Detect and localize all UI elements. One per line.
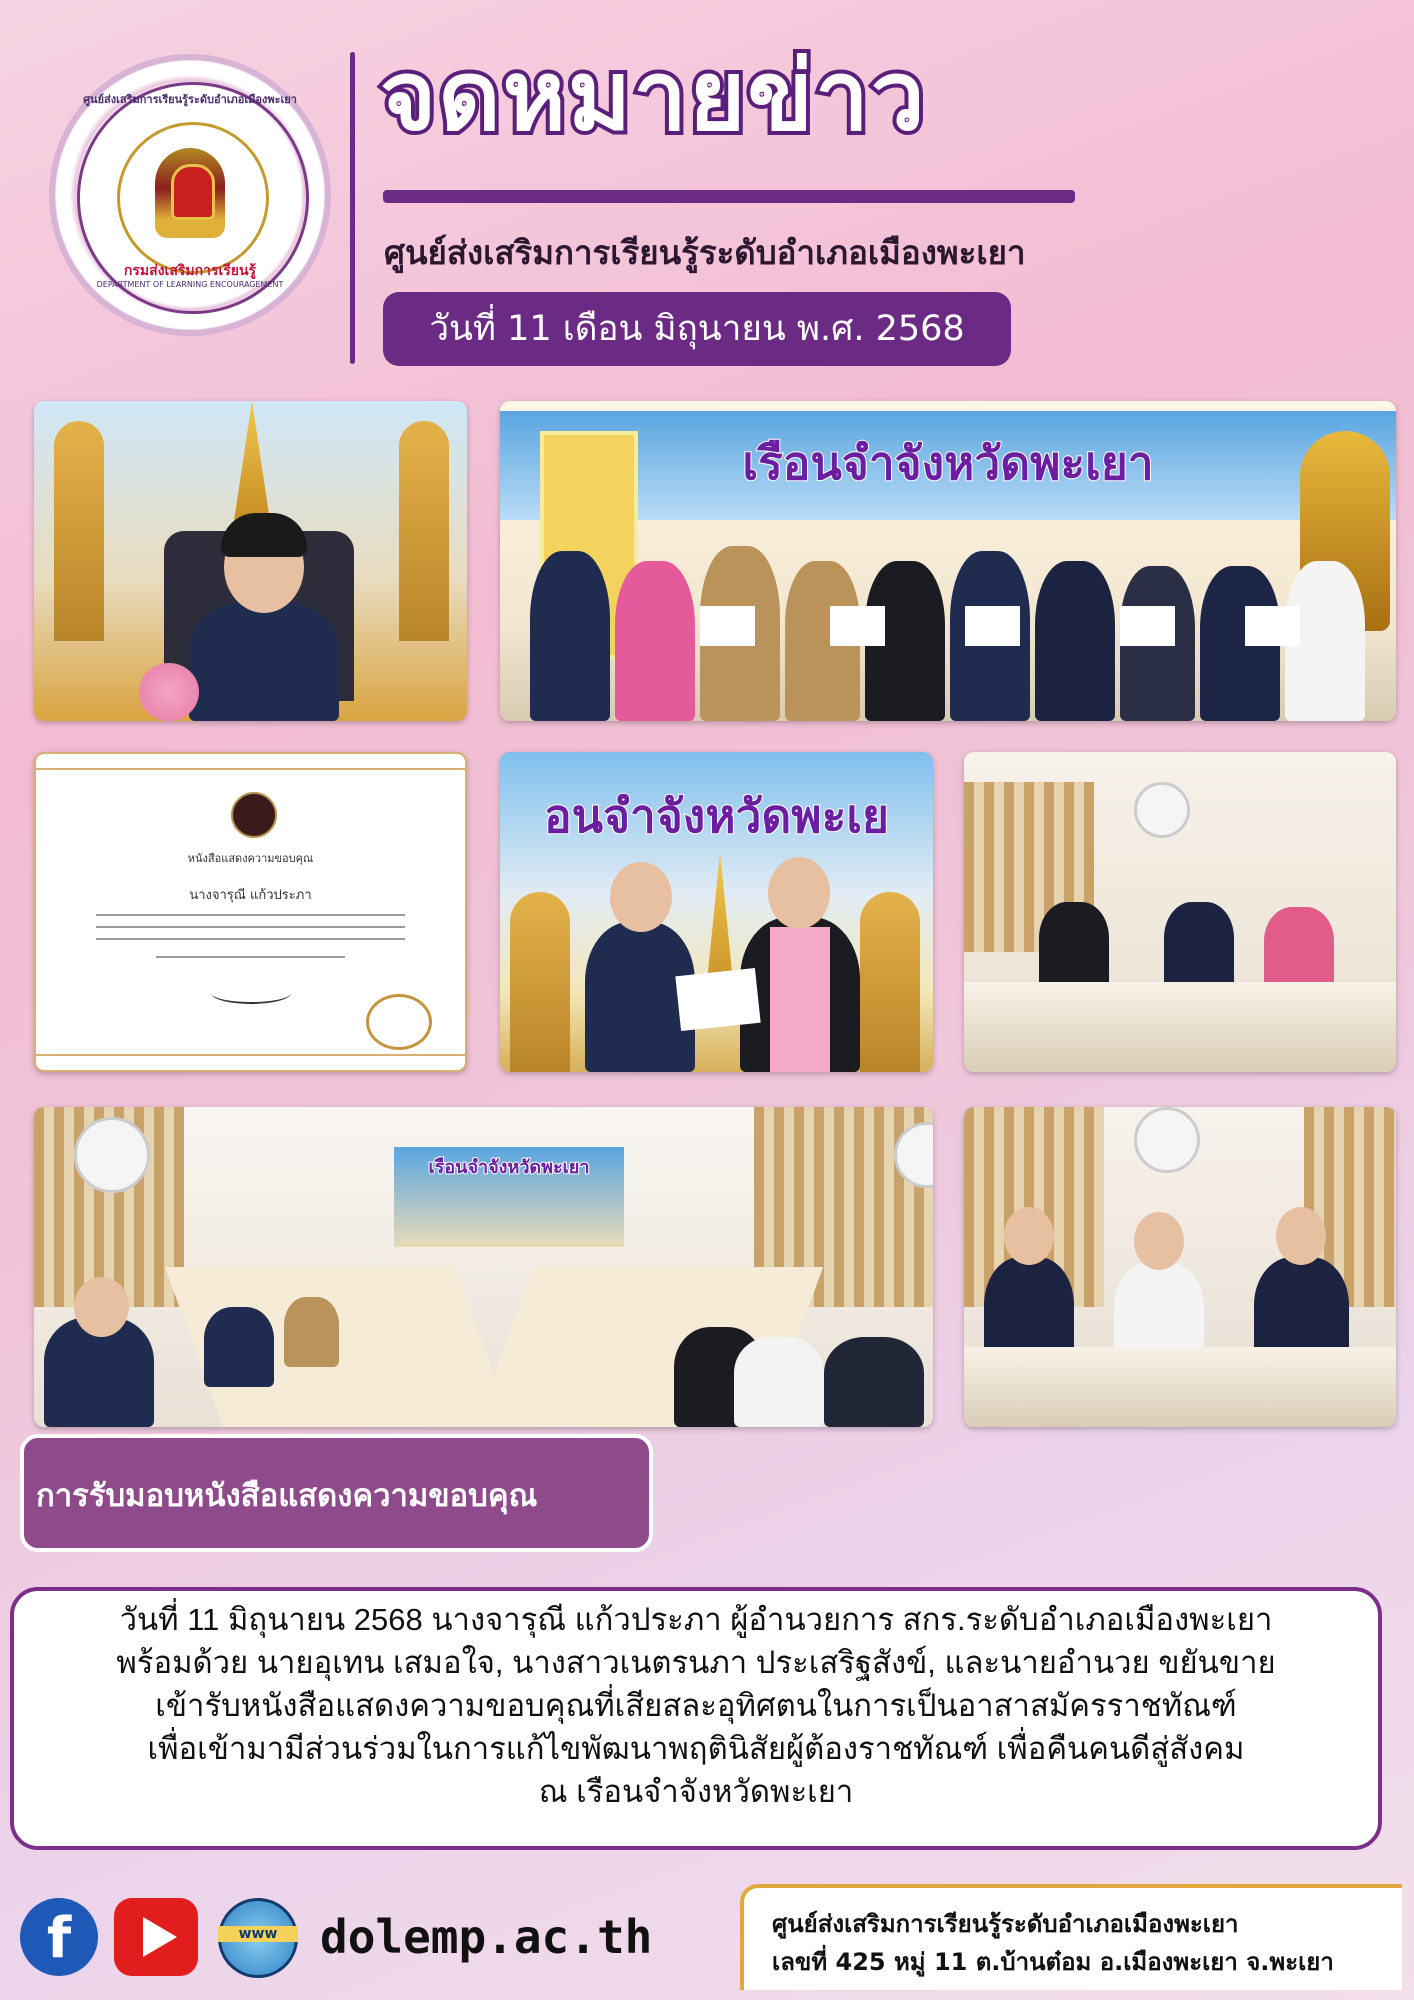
photo-speaker <box>34 401 467 721</box>
participant-right-2 <box>734 1337 824 1427</box>
photo-group-ceremony <box>500 401 1396 721</box>
photo-certificate <box>34 752 467 1072</box>
organization-name: ศูนย์ส่งเสริมการเรียนรู้ระดับอำเภอเมืองพะเยา <box>384 233 1026 272</box>
logo-arc-text-top: ศูนย์ส่งเสริมการเรียนรู้ระดับอำเภอเมืองพะเยา <box>83 93 297 106</box>
naga-statue-left <box>54 421 104 641</box>
certificate-recipient: นางจารุณี แก้วประภา <box>189 888 312 903</box>
section-heading: การรับมอบหนังสือแสดงความขอบคุณ <box>36 1478 538 1514</box>
naga-statue-right <box>399 421 449 641</box>
person-2 <box>615 561 695 721</box>
participant-3-head <box>1276 1207 1326 1265</box>
certificate-border-top <box>36 754 465 770</box>
logo-arc-text-english: DEPARTMENT OF LEARNING ENCOURAGEMENT <box>96 280 284 289</box>
header-divider <box>350 52 355 364</box>
photo-seated-participants <box>964 752 1396 1072</box>
officer-uniform <box>189 601 339 721</box>
certificate-paper <box>1120 606 1175 646</box>
certificate-text-line <box>96 926 405 928</box>
conference-table <box>964 982 1396 1072</box>
certificate-paper <box>965 606 1020 646</box>
certificate-title: หนังสือแสดงความขอบคุณ <box>187 852 314 865</box>
photo-certificate-handover <box>500 752 933 1072</box>
wall-fan <box>1134 1107 1200 1173</box>
www-label: www <box>218 1926 298 1942</box>
certificate-paper <box>700 606 755 646</box>
recipient-pink-top <box>770 927 830 1072</box>
flower-arrangement <box>139 663 199 721</box>
date-text: วันที่ 11 เดือน มิถุนายน พ.ศ. 2568 <box>429 309 965 349</box>
news-body-line: ณ เรือนจำจังหวัดพะเยา <box>538 1774 854 1809</box>
participant-1-head <box>1004 1207 1054 1265</box>
certificate-paper <box>1245 606 1300 646</box>
logo-arc-text-bottom: กรมส่งเสริมการเรียนรู้ <box>123 263 257 279</box>
title-underline <box>383 190 1075 203</box>
facebook-letter: f <box>46 1906 72 1971</box>
conference-table <box>964 1347 1396 1427</box>
participant-left-2 <box>284 1297 339 1367</box>
officer-hair <box>221 513 307 557</box>
logo-emblem-center <box>171 164 215 220</box>
certificate-text-line <box>96 914 405 916</box>
participant-2 <box>1164 902 1234 992</box>
banner-text: เรือนจำจังหวัดพะเยา <box>742 436 1154 490</box>
certificate-paper <box>830 606 885 646</box>
website-link[interactable]: dolemp.ac.th <box>320 1910 653 1964</box>
pagoda <box>234 401 270 521</box>
certificate-border-bottom <box>36 1054 465 1070</box>
news-body-line: วันที่ 11 มิถุนายน 2568 นางจารุณี แก้วประภา ผู้อำนวยการ สกร.ระดับอำเภอเมืองพะเยา <box>119 1602 1273 1637</box>
officer-head <box>610 862 672 932</box>
participant-right-3 <box>824 1337 924 1427</box>
news-body-line: เข้ารับหนังสือแสดงความขอบคุณที่เสียสละอุทิศตนในการเป็นอาสาสมัครราชทัณฑ์ <box>155 1688 1237 1723</box>
participant-left-1 <box>204 1307 274 1387</box>
address-organization: ศูนย์ส่งเสริมการเรียนรู้ระดับอำเภอเมืองพะเยา <box>772 1910 1239 1938</box>
recipient-head <box>768 857 830 929</box>
address-detail: เลขที่ 425 หมู่ 11 ต.บ้านต๋อม อ.เมืองพะเยา จ.พะเยา <box>772 1948 1334 1976</box>
certificate-seal <box>231 792 277 838</box>
heart-ribbon <box>366 994 432 1050</box>
youtube-play-icon <box>143 1917 177 1957</box>
banner-text: เรือนจำจังหวัดพะเยา <box>428 1157 590 1178</box>
page-title: จดหมายข่าว <box>380 40 927 152</box>
news-body-line: เพื่อเข้ามามีส่วนร่วมในการแก้ไขพัฒนาพฤตินิสัยผู้ต้องราชทัณฑ์ เพื่อคืนคนดีสู่สังคม <box>147 1731 1245 1766</box>
banner-text: อนจำจังหวัดพะเย <box>544 789 889 843</box>
naga-statue-left <box>510 892 570 1072</box>
news-body-line: พร้อมด้วย นายอุเทน เสมอใจ, นางสาวเนตรนภา ประเสริฐสังข์, และนายอำนวย ขยันขาย <box>116 1645 1276 1680</box>
wall-fan <box>1134 782 1190 838</box>
certificate-signature <box>211 982 291 1004</box>
certificates-row <box>700 606 1300 646</box>
naga-statue-right <box>860 892 920 1072</box>
participant-2-head <box>1134 1212 1184 1270</box>
certificate-text-line <box>96 938 405 940</box>
participant-1 <box>1039 902 1109 992</box>
officer-head <box>74 1277 129 1337</box>
photo-meeting-room <box>34 1107 933 1427</box>
person-1 <box>530 551 610 721</box>
wall-fan <box>74 1117 150 1193</box>
participant-3 <box>1264 907 1334 992</box>
certificate-paper <box>675 968 760 1031</box>
certificate-text-line <box>156 956 345 958</box>
photo-three-participants <box>964 1107 1396 1427</box>
organization-logo <box>55 60 325 330</box>
